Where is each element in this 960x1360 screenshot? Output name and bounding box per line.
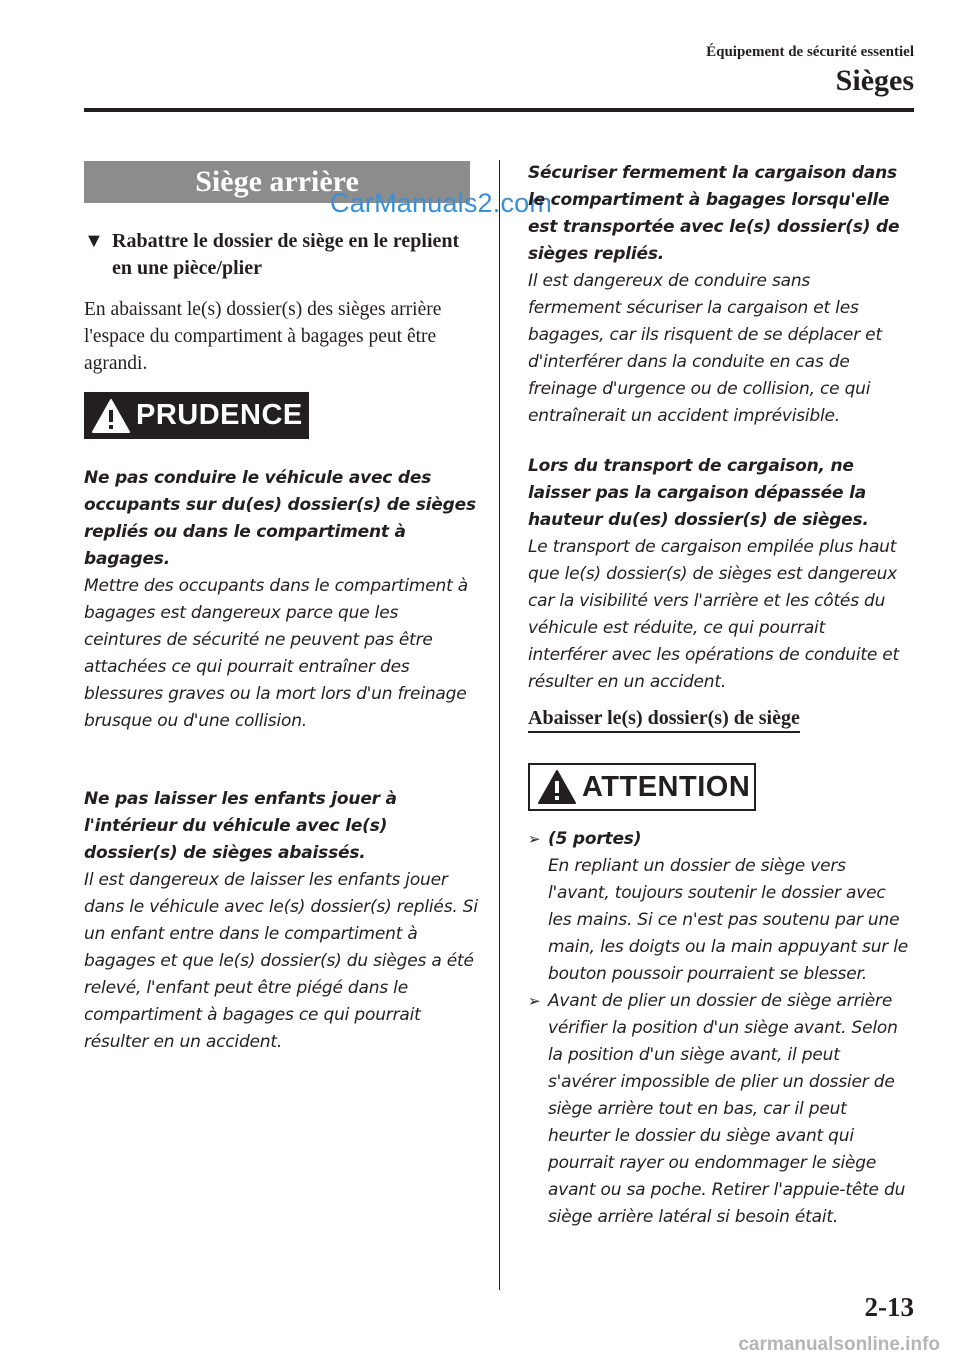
attention-badge [528, 763, 756, 811]
warning-heading: Ne pas laisser les enfants jouer à l'intérieur du véhicule avec le(s) dossier(s) de sièges abaissés. [84, 789, 397, 863]
bullet-heading: (5 portes) [548, 829, 642, 849]
chapter-title: Équipement de sécurité essentiel [706, 44, 914, 60]
arrow-right-icon: ➢ [528, 830, 541, 848]
attention-label: ATTENTION [582, 770, 751, 803]
warning-block-cargo-height [528, 453, 908, 696]
warning-triangle-icon [536, 767, 578, 807]
warning-triangle-icon [90, 396, 132, 436]
subsection-title: Abaisser le(s) dossier(s) de siège [528, 707, 800, 733]
page-number: 2-13 [864, 1292, 914, 1322]
subheading-text: Rabattre le dossier de siège en le replient en une pièce/plier [112, 230, 460, 279]
watermark: CarManuals2.com [330, 188, 553, 218]
header-rule [84, 108, 914, 112]
warning-heading: Ne pas conduire le véhicule avec des occupants sur du(es) dossier(s) de sièges repliés ou dans le compartiment à bagages. [84, 468, 476, 569]
subheading [84, 228, 474, 282]
warning-text: Il est dangereux de conduire sans fermement sécuriser la cargaison et les bagages, car ils risquent de se déplacer et d'interférer dans la conduite en cas de freinage d'urgence ou de collision, ce qui entraînerait un accident imprévisible. [528, 271, 882, 426]
warning-text: Il est dangereux de laisser les enfants jouer dans le véhicule avec le(s) dossier(s) repliés. Si un enfant entre dans le compartiment à bagages et que le(s) dossier(s) du sièges a été relevé, l'enfant peut être piégé dans le compartiment à bagages ce qui pourrait résulter en un accident. [84, 870, 478, 1052]
down-triangle-icon: ▼ [84, 230, 104, 252]
list-item [528, 988, 910, 1231]
bullet-body [528, 988, 910, 1231]
warning-block-cargo [528, 160, 908, 430]
section-band: Siège arrière [84, 161, 470, 203]
warning-heading: Sécuriser fermement la cargaison dans le compartiment à bagages lorsqu'elle est transportée avec le(s) dossier(s) de sièges repliés. [528, 163, 900, 264]
warning-text: Mettre des occupants dans le compartiment à bagages est dangereux parce que les ceintures de sécurité ne peuvent pas être attachées ce qui pourrait entraîner des blessures graves ou la mort lors d'un freinage brusque ou d'une collision. [84, 576, 469, 731]
column-divider [499, 160, 500, 1290]
section-title: Sièges [835, 64, 914, 97]
footer-site: carmanualsonline.info [738, 1334, 940, 1355]
prudence-badge [84, 392, 309, 439]
warning-text: Le transport de cargaison empilée plus haut que le(s) dossier(s) de sièges est dangereux car la visibilité vers l'arrière et les côtés du véhicule est réduite, ce qui pourrait interférer avec les opérations de conduite et résulter en un accident. [528, 537, 900, 692]
list-item [528, 826, 910, 988]
intro-paragraph: En abaissant le(s) dossier(s) des sièges arrière l'espace du compartiment à bagages peut être agrandi. [84, 299, 442, 374]
bullet-text: En repliant un dossier de siège vers l'avant, toujours soutenir le dossier avec les mains. Si ce n'est pas soutenu par une main, les doigts ou la main appuyant sur le bouton poussoir pourraient se blesser. [548, 856, 909, 984]
warning-heading: Lors du transport de cargaison, ne laisser pas la cargaison dépassée la hauteur du(es) dossier(s) de sièges. [528, 456, 869, 530]
warning-block-occupants [84, 465, 479, 735]
warning-block-children [84, 786, 479, 1056]
prudence-label: PRUDENCE [136, 399, 303, 431]
arrow-right-icon: ➢ [528, 992, 541, 1010]
bullet-text: Avant de plier un dossier de siège arrière vérifier la position d'un siège avant. Selon la position d'un siège avant, il peut s'avérer impossible de plier un dossier de siège arrière tout en bas, car il peut heurter le dossier du siège avant qui pourrait rayer ou endommager le siège avant ou sa poche. Retirer l'appuie-tête du siège arrière latéral si besoin était. [548, 991, 906, 1227]
bullet-body [528, 826, 910, 988]
